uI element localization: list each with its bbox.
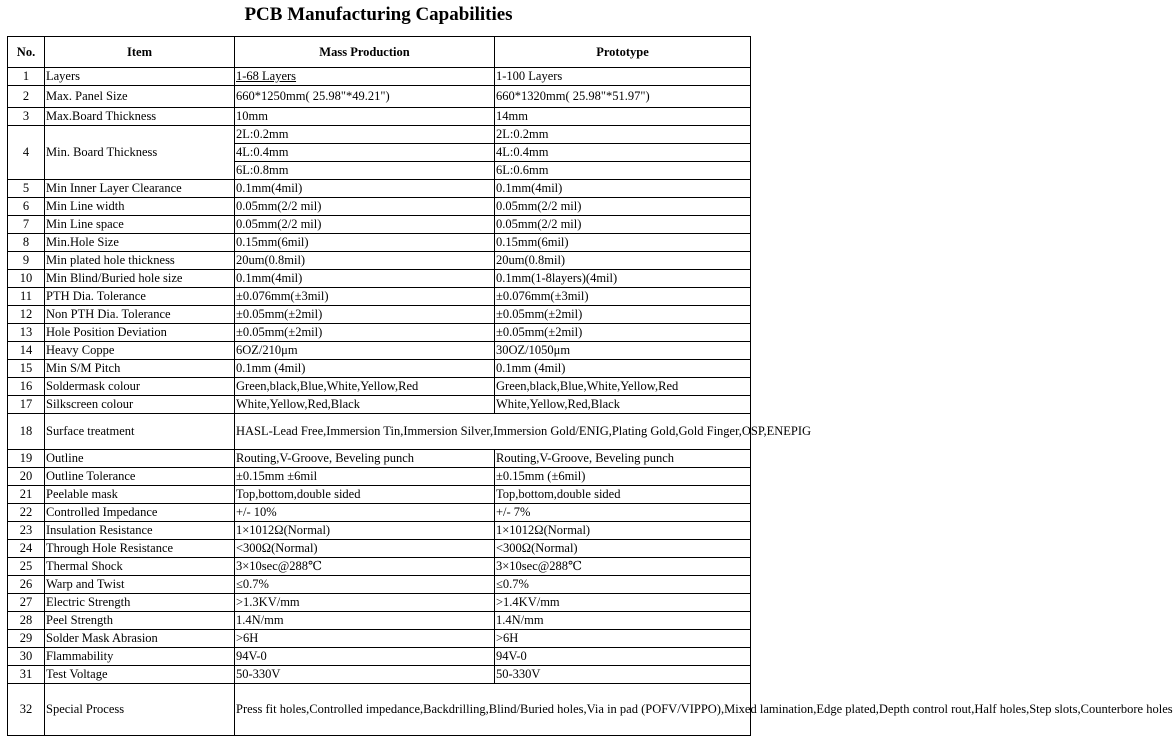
table-row — [8, 684, 751, 736]
row-item: Min Line space — [45, 216, 235, 234]
row-item: Silkscreen colour — [45, 396, 235, 414]
row-item: Non PTH Dia. Tolerance — [45, 306, 235, 324]
row-number: 9 — [8, 252, 45, 270]
row-prototype: 20um(0.8mil) — [495, 252, 751, 270]
table-row — [8, 198, 751, 216]
row-prototype: 4L:0.4mm — [495, 144, 751, 162]
row-number: 32 — [8, 684, 45, 736]
row-number: 29 — [8, 630, 45, 648]
row-number: 16 — [8, 378, 45, 396]
row-number: 24 — [8, 540, 45, 558]
table-row — [8, 522, 751, 540]
row-item: PTH Dia. Tolerance — [45, 288, 235, 306]
row-number: 7 — [8, 216, 45, 234]
row-prototype: 2L:0.2mm — [495, 126, 751, 144]
table-body — [8, 68, 1173, 736]
row-prototype: Routing,V-Groove, Beveling punch — [495, 450, 751, 468]
table-row — [8, 540, 751, 558]
row-item: Min.Hole Size — [45, 234, 235, 252]
row-mass-production: ±0.076mm(±3mil) — [235, 288, 495, 306]
page-title: PCB Manufacturing Capabilities — [244, 4, 513, 25]
row-item: Hole Position Deviation — [45, 324, 235, 342]
row-number: 1 — [8, 68, 45, 86]
row-item: Heavy Coppe — [45, 342, 235, 360]
row-prototype: 0.15mm(6mil) — [495, 234, 751, 252]
row-mass-production: 94V-0 — [235, 648, 495, 666]
row-number: 5 — [8, 180, 45, 198]
row-mass-production: 0.15mm(6mil) — [235, 234, 495, 252]
row-number: 20 — [8, 468, 45, 486]
row-number: 3 — [8, 108, 45, 126]
row-mass-production: 3×10sec@288℃ — [235, 558, 495, 576]
row-mass-production: >1.3KV/mm — [235, 594, 495, 612]
table-row — [8, 126, 751, 144]
row-prototype: Top,bottom,double sided — [495, 486, 751, 504]
table-row — [8, 288, 751, 306]
row-mass-production: Routing,V-Groove, Beveling punch — [235, 450, 495, 468]
row-item: Outline — [45, 450, 235, 468]
row-item: Peel Strength — [45, 612, 235, 630]
table-row — [8, 576, 751, 594]
row-prototype: 6L:0.6mm — [495, 162, 751, 180]
row-number: 8 — [8, 234, 45, 252]
row-prototype: 0.1mm(1-8layers)(4mil) — [495, 270, 751, 288]
row-number: 22 — [8, 504, 45, 522]
row-prototype: 94V-0 — [495, 648, 751, 666]
row-prototype: ±0.05mm(±2mil) — [495, 306, 751, 324]
table-row — [8, 270, 751, 288]
row-mass-production: >6H — [235, 630, 495, 648]
row-mass-production: 6OZ/210μm — [235, 342, 495, 360]
row-number: 27 — [8, 594, 45, 612]
header-prototype: Prototype — [495, 37, 751, 68]
row-prototype: 14mm — [495, 108, 751, 126]
row-prototype: 660*1320mm( 25.98"*51.97") — [495, 86, 751, 108]
row-item: Thermal Shock — [45, 558, 235, 576]
row-prototype: ±0.076mm(±3mil) — [495, 288, 751, 306]
row-prototype: 0.1mm (4mil) — [495, 360, 751, 378]
table-row — [8, 648, 751, 666]
capabilities-table — [7, 36, 1173, 736]
row-mass-production: 0.05mm(2/2 mil) — [235, 216, 495, 234]
row-number: 26 — [8, 576, 45, 594]
row-item: Special Process — [45, 684, 235, 736]
table-row — [8, 108, 751, 126]
row-number: 25 — [8, 558, 45, 576]
row-mass-production: 1-68 Layers — [235, 68, 495, 86]
row-item: Peelable mask — [45, 486, 235, 504]
row-mass-production: ≤0.7% — [235, 576, 495, 594]
row-mass-production: Top,bottom,double sided — [235, 486, 495, 504]
row-item: Flammability — [45, 648, 235, 666]
row-prototype: <300Ω(Normal) — [495, 540, 751, 558]
row-item: Electric Strength — [45, 594, 235, 612]
row-number: 10 — [8, 270, 45, 288]
row-prototype: >6H — [495, 630, 751, 648]
table-row — [8, 180, 751, 198]
row-prototype: 1-100 Layers — [495, 68, 751, 86]
table-row — [8, 86, 751, 108]
row-prototype: 1.4N/mm — [495, 612, 751, 630]
row-item: Max. Panel Size — [45, 86, 235, 108]
row-mass-production: 6L:0.8mm — [235, 162, 495, 180]
row-mass-production: ±0.05mm(±2mil) — [235, 324, 495, 342]
row-item: Through Hole Resistance — [45, 540, 235, 558]
row-mass-production: 660*1250mm( 25.98"*49.21") — [235, 86, 495, 108]
row-prototype: Green,black,Blue,White,Yellow,Red — [495, 378, 751, 396]
row-mass-production: 50-330V — [235, 666, 495, 684]
table-row — [8, 342, 751, 360]
row-item: Surface treatment — [45, 414, 235, 450]
table-row — [8, 666, 751, 684]
table-row — [8, 396, 751, 414]
table-row — [8, 630, 751, 648]
table-row — [8, 216, 751, 234]
table-row — [8, 504, 751, 522]
row-mass-production: ±0.15mm ±6mil — [235, 468, 495, 486]
row-merged-value: Press fit holes,Controlled impedance,Backdrilling,Blind/Buried holes,Via in pad (POFV/VIPPO),Mixed lamination,Edge plated,Depth control rout,Half holes,Step slots,Counterbore holes — [235, 684, 751, 736]
row-number: 6 — [8, 198, 45, 216]
row-item: Outline Tolerance — [45, 468, 235, 486]
row-number: 19 — [8, 450, 45, 468]
row-prototype: 0.1mm(4mil) — [495, 180, 751, 198]
row-item: Min Blind/Buried hole size — [45, 270, 235, 288]
row-prototype: 1×1012Ω(Normal) — [495, 522, 751, 540]
row-mass-production: Green,black,Blue,White,Yellow,Red — [235, 378, 495, 396]
row-number: 17 — [8, 396, 45, 414]
row-number: 21 — [8, 486, 45, 504]
row-item: Min Line width — [45, 198, 235, 216]
row-mass-production: 1.4N/mm — [235, 612, 495, 630]
row-number: 11 — [8, 288, 45, 306]
row-number: 14 — [8, 342, 45, 360]
table-row — [8, 558, 751, 576]
row-prototype: 30OZ/1050μm — [495, 342, 751, 360]
row-number: 13 — [8, 324, 45, 342]
row-number: 31 — [8, 666, 45, 684]
row-mass-production: <300Ω(Normal) — [235, 540, 495, 558]
row-item: Soldermask colour — [45, 378, 235, 396]
row-item: Insulation Resistance — [45, 522, 235, 540]
row-prototype: 3×10sec@288℃ — [495, 558, 751, 576]
row-mass-production: White,Yellow,Red,Black — [235, 396, 495, 414]
table-row — [8, 468, 751, 486]
row-item: Min. Board Thickness — [45, 126, 235, 180]
table-row — [8, 378, 751, 396]
row-number: 30 — [8, 648, 45, 666]
row-number: 15 — [8, 360, 45, 378]
row-prototype: >1.4KV/mm — [495, 594, 751, 612]
row-item: Min Inner Layer Clearance — [45, 180, 235, 198]
row-mass-production: ±0.05mm(±2mil) — [235, 306, 495, 324]
table-row — [8, 594, 751, 612]
table-row — [8, 324, 751, 342]
row-mass-production: +/- 10% — [235, 504, 495, 522]
row-mass-production: 0.1mm (4mil) — [235, 360, 495, 378]
row-prototype: ±0.15mm (±6mil) — [495, 468, 751, 486]
header-no: No. — [8, 37, 45, 68]
row-mass-production: 0.1mm(4mil) — [235, 270, 495, 288]
row-item: Solder Mask Abrasion — [45, 630, 235, 648]
row-number: 23 — [8, 522, 45, 540]
row-item: Warp and Twist — [45, 576, 235, 594]
table-row — [8, 68, 751, 86]
row-item: Layers — [45, 68, 235, 86]
row-number: 28 — [8, 612, 45, 630]
row-number: 4 — [8, 126, 45, 180]
table-row — [8, 360, 751, 378]
table-row — [8, 414, 751, 450]
row-item: Min plated hole thickness — [45, 252, 235, 270]
row-prototype: ≤0.7% — [495, 576, 751, 594]
row-number: 18 — [8, 414, 45, 450]
row-number: 12 — [8, 306, 45, 324]
row-prototype: 0.05mm(2/2 mil) — [495, 198, 751, 216]
row-mass-production: 2L:0.2mm — [235, 126, 495, 144]
row-item: Test Voltage — [45, 666, 235, 684]
row-number: 2 — [8, 86, 45, 108]
row-mass-production: 10mm — [235, 108, 495, 126]
header-item: Item — [45, 37, 235, 68]
row-item: Min S/M Pitch — [45, 360, 235, 378]
row-mass-production: 4L:0.4mm — [235, 144, 495, 162]
row-mass-production: 0.1mm(4mil) — [235, 180, 495, 198]
row-mass-production: 0.05mm(2/2 mil) — [235, 198, 495, 216]
table-row — [8, 450, 751, 468]
table-row — [8, 234, 751, 252]
header-mass-production: Mass Production — [235, 37, 495, 68]
row-prototype: 50-330V — [495, 666, 751, 684]
table-row — [8, 306, 751, 324]
table-row — [8, 486, 751, 504]
row-prototype: 0.05mm(2/2 mil) — [495, 216, 751, 234]
row-item: Controlled Impedance — [45, 504, 235, 522]
table-row — [8, 612, 751, 630]
row-prototype: ±0.05mm(±2mil) — [495, 324, 751, 342]
header-row — [8, 37, 751, 68]
row-mass-production: 20um(0.8mil) — [235, 252, 495, 270]
row-prototype: +/- 7% — [495, 504, 751, 522]
row-merged-value: HASL-Lead Free,Immersion Tin,Immersion Silver,Immersion Gold/ENIG,Plating Gold,Gold Finger,OSP,ENEPIG — [235, 414, 751, 450]
row-item: Max.Board Thickness — [45, 108, 235, 126]
row-prototype: White,Yellow,Red,Black — [495, 396, 751, 414]
row-mass-production: 1×1012Ω(Normal) — [235, 522, 495, 540]
table-row — [8, 252, 751, 270]
